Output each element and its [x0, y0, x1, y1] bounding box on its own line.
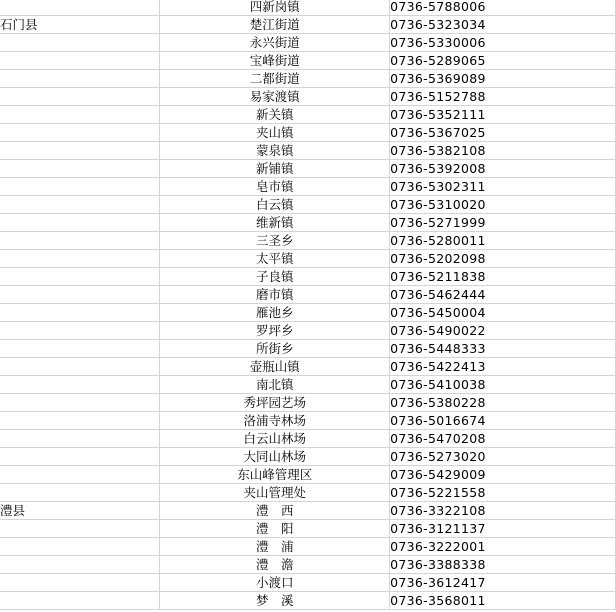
phone-cell[interactable]: 0736-5392008 [390, 160, 616, 178]
township-cell[interactable]: 夹山管理处 [160, 484, 390, 502]
phone-cell[interactable]: 0736-5202098 [390, 250, 616, 268]
table-row [0, 142, 616, 160]
table-row [0, 376, 616, 394]
township-cell[interactable]: 东山峰管理区 [160, 466, 390, 484]
county-cell[interactable] [0, 268, 160, 286]
county-cell[interactable] [0, 340, 160, 358]
phone-cell[interactable]: 0736-5211838 [390, 268, 616, 286]
phone-cell[interactable]: 0736-5380228 [390, 394, 616, 412]
table-row [0, 214, 616, 232]
table-row [0, 592, 616, 610]
phone-cell[interactable]: 0736-5422413 [390, 358, 616, 376]
township-cell[interactable]: 澧 西 [160, 502, 390, 520]
table-row [0, 34, 616, 52]
table-row [0, 466, 616, 484]
table-row [0, 484, 616, 502]
phone-cell[interactable]: 0736-5450004 [390, 304, 616, 322]
phone-cell[interactable]: 0736-5448333 [390, 340, 616, 358]
table-row [0, 250, 616, 268]
county-cell[interactable] [0, 196, 160, 214]
phone-cell[interactable]: 0736-3222001 [390, 538, 616, 556]
county-cell[interactable] [0, 232, 160, 250]
table-row [0, 106, 616, 124]
county-cell[interactable] [0, 448, 160, 466]
table-row [0, 340, 616, 358]
phone-cell[interactable]: 0736-3568011 [390, 592, 616, 610]
county-cell[interactable] [0, 88, 160, 106]
county-cell[interactable] [0, 358, 160, 376]
township-cell[interactable]: 子良镇 [160, 268, 390, 286]
phone-cell[interactable]: 0736-5323034 [390, 16, 616, 34]
county-cell[interactable] [0, 142, 160, 160]
county-cell[interactable] [0, 322, 160, 340]
county-cell[interactable] [0, 538, 160, 556]
county-cell[interactable] [0, 520, 160, 538]
county-cell[interactable] [0, 0, 160, 16]
township-cell[interactable]: 太平镇 [160, 250, 390, 268]
table-row [0, 232, 616, 250]
phone-cell[interactable]: 0736-5310020 [390, 196, 616, 214]
phone-cell[interactable]: 0736-5221558 [390, 484, 616, 502]
table-row [0, 520, 616, 538]
phone-cell[interactable]: 0736-5273020 [390, 448, 616, 466]
county-cell[interactable] [0, 52, 160, 70]
township-cell[interactable]: 夹山镇 [160, 124, 390, 142]
county-cell[interactable] [0, 394, 160, 412]
township-cell[interactable]: 大同山林场 [160, 448, 390, 466]
county-cell[interactable] [0, 124, 160, 142]
phone-cell[interactable]: 0736-3121137 [390, 520, 616, 538]
county-cell[interactable] [0, 430, 160, 448]
phone-cell[interactable]: 0736-5152788 [390, 88, 616, 106]
township-cell[interactable]: 壶瓶山镇 [160, 358, 390, 376]
county-cell[interactable] [0, 304, 160, 322]
county-cell[interactable] [0, 484, 160, 502]
township-cell[interactable]: 南北镇 [160, 376, 390, 394]
township-cell[interactable]: 秀坪园艺场 [160, 394, 390, 412]
township-cell[interactable]: 蒙泉镇 [160, 142, 390, 160]
township-cell[interactable]: 雁池乡 [160, 304, 390, 322]
table-row [0, 0, 616, 16]
township-cell[interactable]: 三圣乡 [160, 232, 390, 250]
phone-cell[interactable]: 0736-5330006 [390, 34, 616, 52]
table-row [0, 358, 616, 376]
table-row [0, 16, 616, 34]
phone-cell[interactable]: 0736-5429009 [390, 466, 616, 484]
phone-cell[interactable]: 0736-5280011 [390, 232, 616, 250]
county-cell[interactable] [0, 376, 160, 394]
table-row [0, 304, 616, 322]
table-row [0, 412, 616, 430]
table-row [0, 286, 616, 304]
township-cell[interactable]: 永兴街道 [160, 34, 390, 52]
county-cell[interactable] [0, 286, 160, 304]
phone-cell[interactable]: 0736-5302311 [390, 178, 616, 196]
phone-cell[interactable]: 0736-3322108 [390, 502, 616, 520]
township-cell[interactable]: 皂市镇 [160, 178, 390, 196]
county-cell[interactable]: 石门县 [0, 16, 160, 34]
township-cell[interactable]: 白云山林场 [160, 430, 390, 448]
township-cell[interactable]: 维新镇 [160, 214, 390, 232]
county-cell[interactable] [0, 250, 160, 268]
phone-cell[interactable]: 0736-3612417 [390, 574, 616, 592]
phone-cell[interactable]: 0736-5462444 [390, 286, 616, 304]
table-row [0, 394, 616, 412]
phone-cell[interactable]: 0736-5016674 [390, 412, 616, 430]
county-cell[interactable] [0, 106, 160, 124]
phone-cell[interactable]: 0736-5369089 [390, 70, 616, 88]
table-row [0, 196, 616, 214]
table-row [0, 502, 616, 520]
phone-cell[interactable]: 0736-5490022 [390, 322, 616, 340]
table-row [0, 268, 616, 286]
table-row [0, 124, 616, 142]
township-cell[interactable]: 洛浦寺林场 [160, 412, 390, 430]
county-cell[interactable] [0, 160, 160, 178]
table-row [0, 70, 616, 88]
table-row [0, 574, 616, 592]
phone-cell[interactable]: 0736-3388338 [390, 556, 616, 574]
phone-cell[interactable]: 0736-5410038 [390, 376, 616, 394]
table-row [0, 322, 616, 340]
county-cell[interactable] [0, 178, 160, 196]
county-cell[interactable]: 澧县 [0, 502, 160, 520]
township-cell[interactable]: 澧 澹 [160, 556, 390, 574]
township-cell[interactable]: 所街乡 [160, 340, 390, 358]
township-cell[interactable]: 磨市镇 [160, 286, 390, 304]
county-cell[interactable] [0, 70, 160, 88]
table-row [0, 178, 616, 196]
township-cell[interactable]: 澧 阳 [160, 520, 390, 538]
table-row [0, 52, 616, 70]
phone-cell[interactable]: 0736-5367025 [390, 124, 616, 142]
phone-cell[interactable]: 0736-5289065 [390, 52, 616, 70]
county-cell[interactable] [0, 34, 160, 52]
county-cell[interactable] [0, 466, 160, 484]
table-row [0, 88, 616, 106]
township-cell[interactable]: 小渡口 [160, 574, 390, 592]
county-cell[interactable] [0, 214, 160, 232]
phone-cell[interactable]: 0736-5352111 [390, 106, 616, 124]
table-row [0, 556, 616, 574]
table-row [0, 430, 616, 448]
county-cell[interactable] [0, 412, 160, 430]
phone-cell[interactable]: 0736-5788006 [390, 0, 616, 16]
township-cell[interactable]: 澧 浦 [160, 538, 390, 556]
phone-cell[interactable]: 0736-5470208 [390, 430, 616, 448]
table-row [0, 538, 616, 556]
township-cell[interactable]: 四新岗镇 [160, 0, 390, 16]
phone-cell[interactable]: 0736-5382108 [390, 142, 616, 160]
township-cell[interactable]: 白云镇 [160, 196, 390, 214]
county-cell[interactable] [0, 574, 160, 592]
township-cell[interactable]: 易家渡镇 [160, 88, 390, 106]
township-cell[interactable]: 梦 溪 [160, 592, 390, 610]
township-cell[interactable]: 二都街道 [160, 70, 390, 88]
township-cell[interactable]: 宝峰街道 [160, 52, 390, 70]
county-cell[interactable] [0, 556, 160, 574]
township-cell[interactable]: 罗坪乡 [160, 322, 390, 340]
township-cell[interactable]: 新铺镇 [160, 160, 390, 178]
table-row [0, 448, 616, 466]
township-cell[interactable]: 新关镇 [160, 106, 390, 124]
township-cell[interactable]: 楚江街道 [160, 16, 390, 34]
table-row [0, 160, 616, 178]
phone-cell[interactable]: 0736-5271999 [390, 214, 616, 232]
county-cell[interactable] [0, 592, 160, 610]
